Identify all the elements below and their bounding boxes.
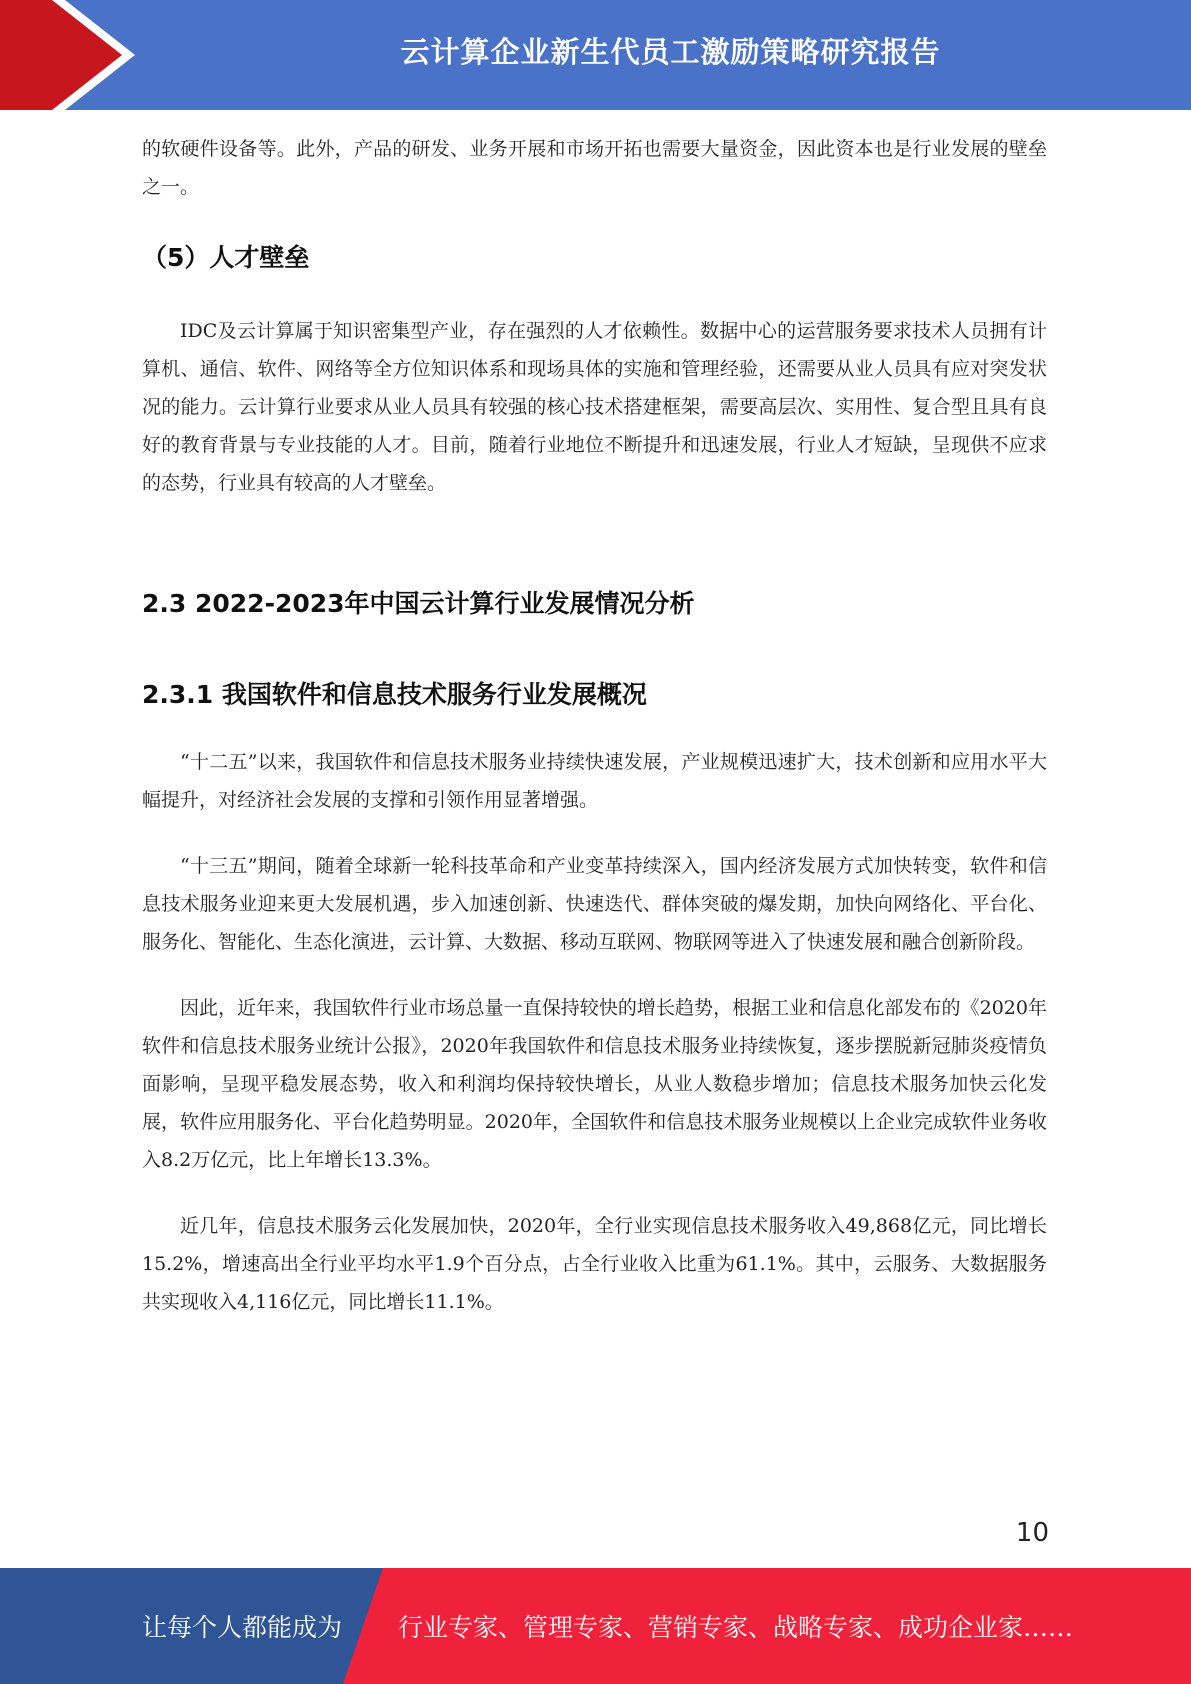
page-content bbox=[142, 130, 1047, 1321]
section-heading-2-3: 2.3 2022-2023年中国云计算行业发展情况分析 bbox=[142, 589, 695, 618]
footer-slogan-right: 行业专家、管理专家、营销专家、战略专家、成功企业家…… bbox=[398, 1613, 1074, 1642]
page-number: 10 bbox=[1015, 1518, 1049, 1548]
paragraph-talent-barrier: IDC及云计算属于知识密集型产业，存在强烈的人才依赖性。数据中心的运营服务要求技术人员拥有计算机、通信、软件、网络等全方位知识体系和现场具体的实施和管理经验，还需要从业人员具有应对突发状况的能力。云计算行业要求从业人员具有较强的核心技术搭建框架，需要高层次、实用性、复合型且具有良好的教育背景与专业技能的人才。目前，随着行业地位不断提升和迅速发展，行业人才短缺，呈现供不应求的态势，行业具有较高的人才壁垒。 bbox=[142, 320, 1047, 494]
page-footer bbox=[0, 1568, 1191, 1684]
report-title: 云计算企业新生代员工激励策略研究报告 bbox=[400, 34, 941, 69]
page-header bbox=[0, 0, 1191, 110]
header-arrow-decoration bbox=[0, 0, 150, 110]
paragraph-12th-five-year: “十二五”以来，我国软件和信息技术服务业持续快速发展，产业规模迅速扩大，技术创新和应用水平大幅提升，对经济社会发展的支撑和引领作用显著增强。 bbox=[142, 751, 1047, 811]
paragraph-market-statistics: 因此，近年来，我国软件行业市场总量一直保持较快的增长趋势，根据工业和信息化部发布的《2020年软件和信息技术服务业统计公报》，2020年我国软件和信息技术服务业持续恢复，逐步摆脱新冠肺炎疫情负面影响，呈现平稳发展态势，收入和利润均保持较快增长，从业人数稳步增加；信息技术服务加快云化发展，软件应用服务化、平台化趋势明显。2020年，全国软件和信息技术服务业规模以上企业完成软件业务收入8.2万亿元，比上年增长13.3%。 bbox=[142, 997, 1047, 1171]
paragraph-cloud-services: 近几年，信息技术服务云化发展加快，2020年，全行业实现信息技术服务收入49,868亿元，同比增长15.2%，增速高出全行业平均水平1.9个百分点，占全行业收入比重为61.1%。其中，云服务、大数据服务共实现收入4,116亿元，同比增长11.1%。 bbox=[142, 1215, 1047, 1313]
section-heading-2-3-1: 2.3.1 我国软件和信息技术服务行业发展概况 bbox=[142, 680, 647, 709]
paragraph-intro: 的软硬件设备等。此外，产品的研发、业务开展和市场开拓也需要大量资金，因此资本也是行业发展的壁垒之一。 bbox=[142, 138, 1047, 198]
footer-slogan-left: 让每个人都能成为 bbox=[142, 1613, 343, 1642]
paragraph-13th-five-year: “十三五”期间，随着全球新一轮科技革命和产业变革持续深入，国内经济发展方式加快转变，软件和信息技术服务业迎来更大发展机遇，步入加速创新、快速迭代、群体突破的爆发期，加快向网络化、平台化、服务化、智能化、生态化演进，云计算、大数据、移动互联网、物联网等进入了快速发展和融合创新阶段。 bbox=[142, 855, 1047, 953]
heading-talent-barrier: （5）人才壁垒 bbox=[142, 243, 310, 272]
